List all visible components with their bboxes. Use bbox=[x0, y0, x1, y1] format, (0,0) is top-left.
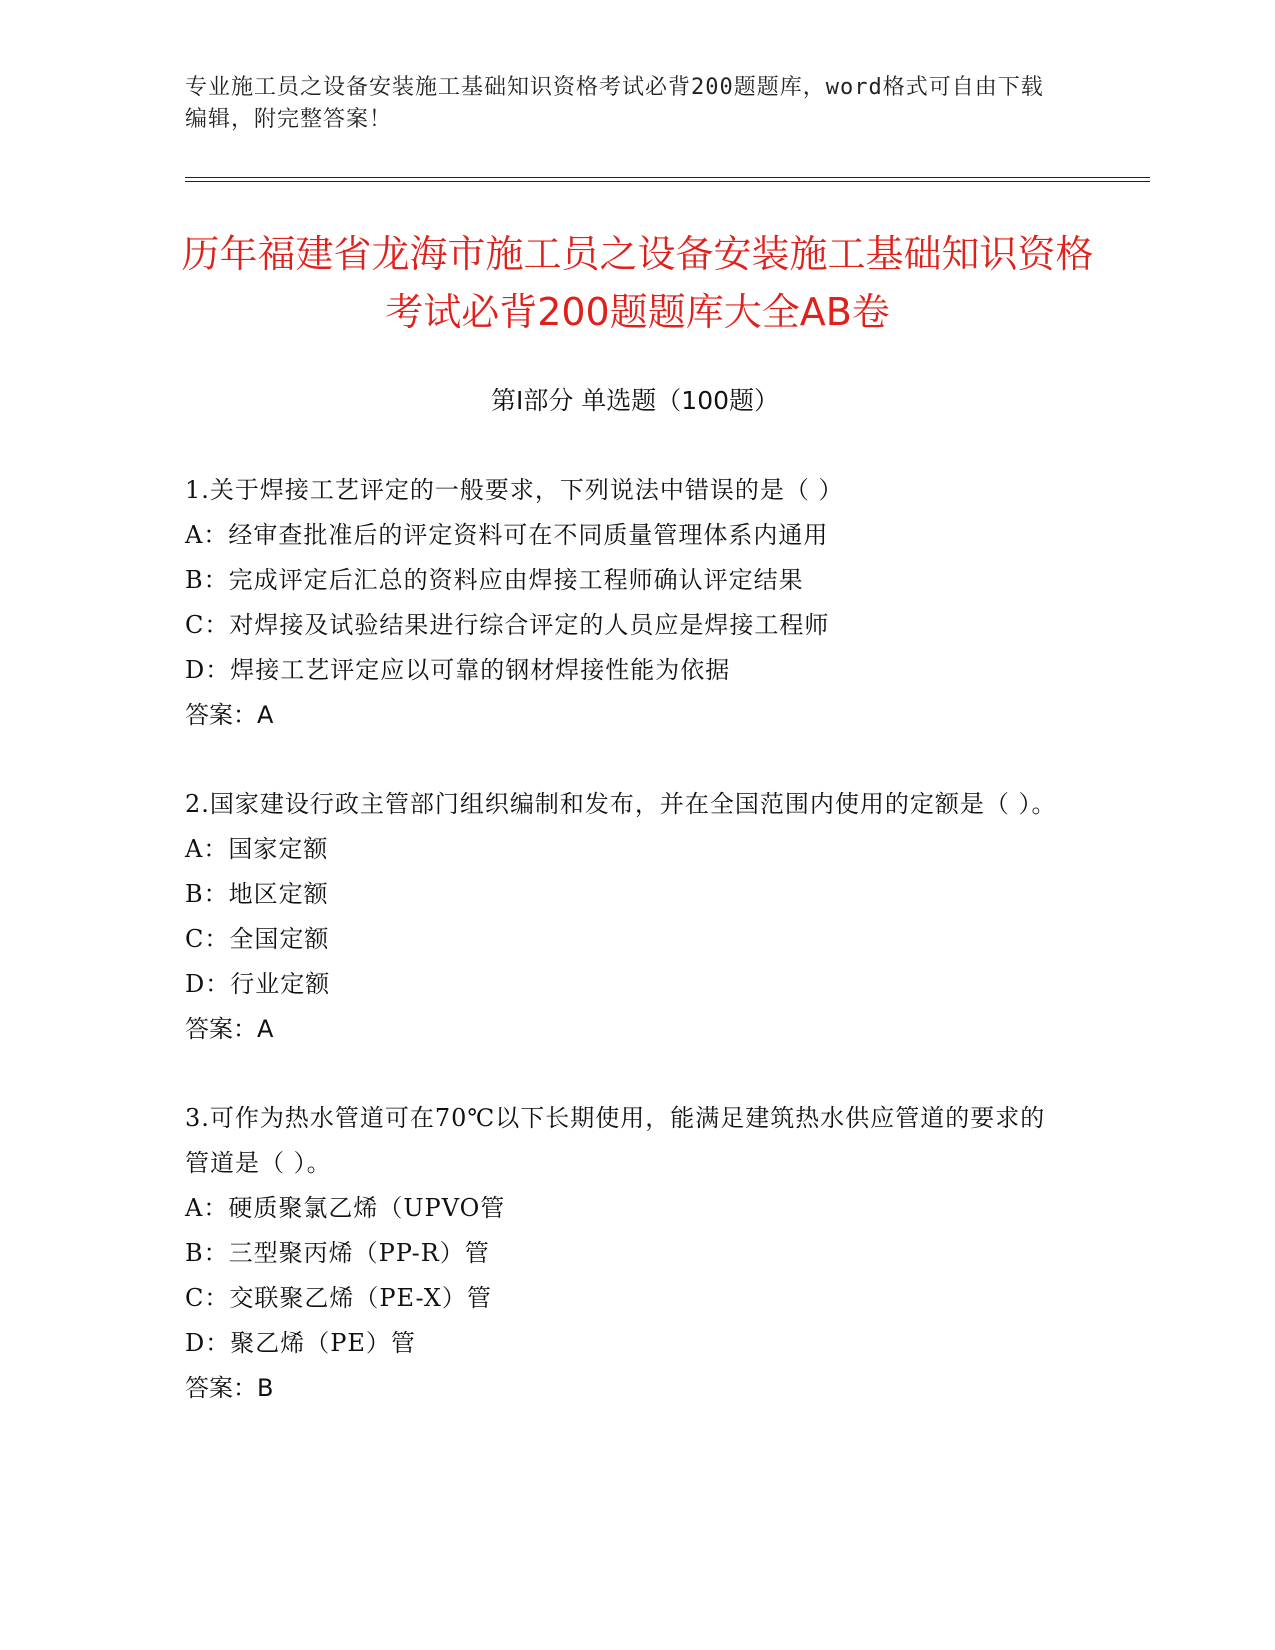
option-a: A：硬质聚氯乙烯（UPVO管 bbox=[185, 1194, 506, 1222]
option-a: A：国家定额 bbox=[185, 835, 329, 863]
question-stem: 3.可作为热水管道可在70℃以下长期使用，能满足建筑热水供应管道的要求的管道是（ ）。 bbox=[185, 1104, 1046, 1177]
option-b: B：完成评定后汇总的资料应由焊接工程师确认评定结果 bbox=[185, 566, 804, 594]
option-c: C：全国定额 bbox=[185, 925, 330, 953]
answer: 答案：B bbox=[185, 1374, 274, 1402]
option-c: C：交联聚乙烯（PE-X）管 bbox=[185, 1284, 492, 1312]
option-d: D：行业定额 bbox=[185, 970, 331, 998]
question-list bbox=[185, 468, 1065, 1455]
question-stem: 1.关于焊接工艺评定的一般要求，下列说法中错误的是（ ） bbox=[185, 476, 844, 504]
option-d: D：聚乙烯（PE）管 bbox=[185, 1329, 416, 1357]
option-c: C：对焊接及试验结果进行综合评定的人员应是焊接工程师 bbox=[185, 611, 830, 639]
question-item bbox=[185, 468, 1065, 738]
option-a: A：经审查批准后的评定资料可在不同质量管理体系内通用 bbox=[185, 521, 829, 549]
document-title: 历年福建省龙海市施工员之设备安装施工基础知识资格考试必背200题题库大全AB卷 bbox=[181, 232, 1094, 334]
question-item bbox=[185, 1096, 1065, 1411]
header-note: 专业施工员之设备安装施工基础知识资格考试必背200题题库，word格式可自由下载编辑，附完整答案！ bbox=[185, 75, 1044, 132]
option-b: B：地区定额 bbox=[185, 880, 329, 908]
option-b: B：三型聚丙烯（PP-R）管 bbox=[185, 1239, 490, 1267]
section-heading: 第Ⅰ部分 单选题（100题） bbox=[490, 386, 780, 415]
question-item bbox=[185, 782, 1065, 1052]
header-divider bbox=[185, 177, 1150, 182]
answer: 答案：A bbox=[185, 1015, 274, 1043]
question-stem: 2.国家建设行政主管部门组织编制和发布，并在全国范围内使用的定额是（ ）。 bbox=[185, 790, 1057, 818]
answer: 答案：A bbox=[185, 701, 274, 729]
option-d: D：焊接工艺评定应以可靠的钢材焊接性能为依据 bbox=[185, 656, 731, 684]
